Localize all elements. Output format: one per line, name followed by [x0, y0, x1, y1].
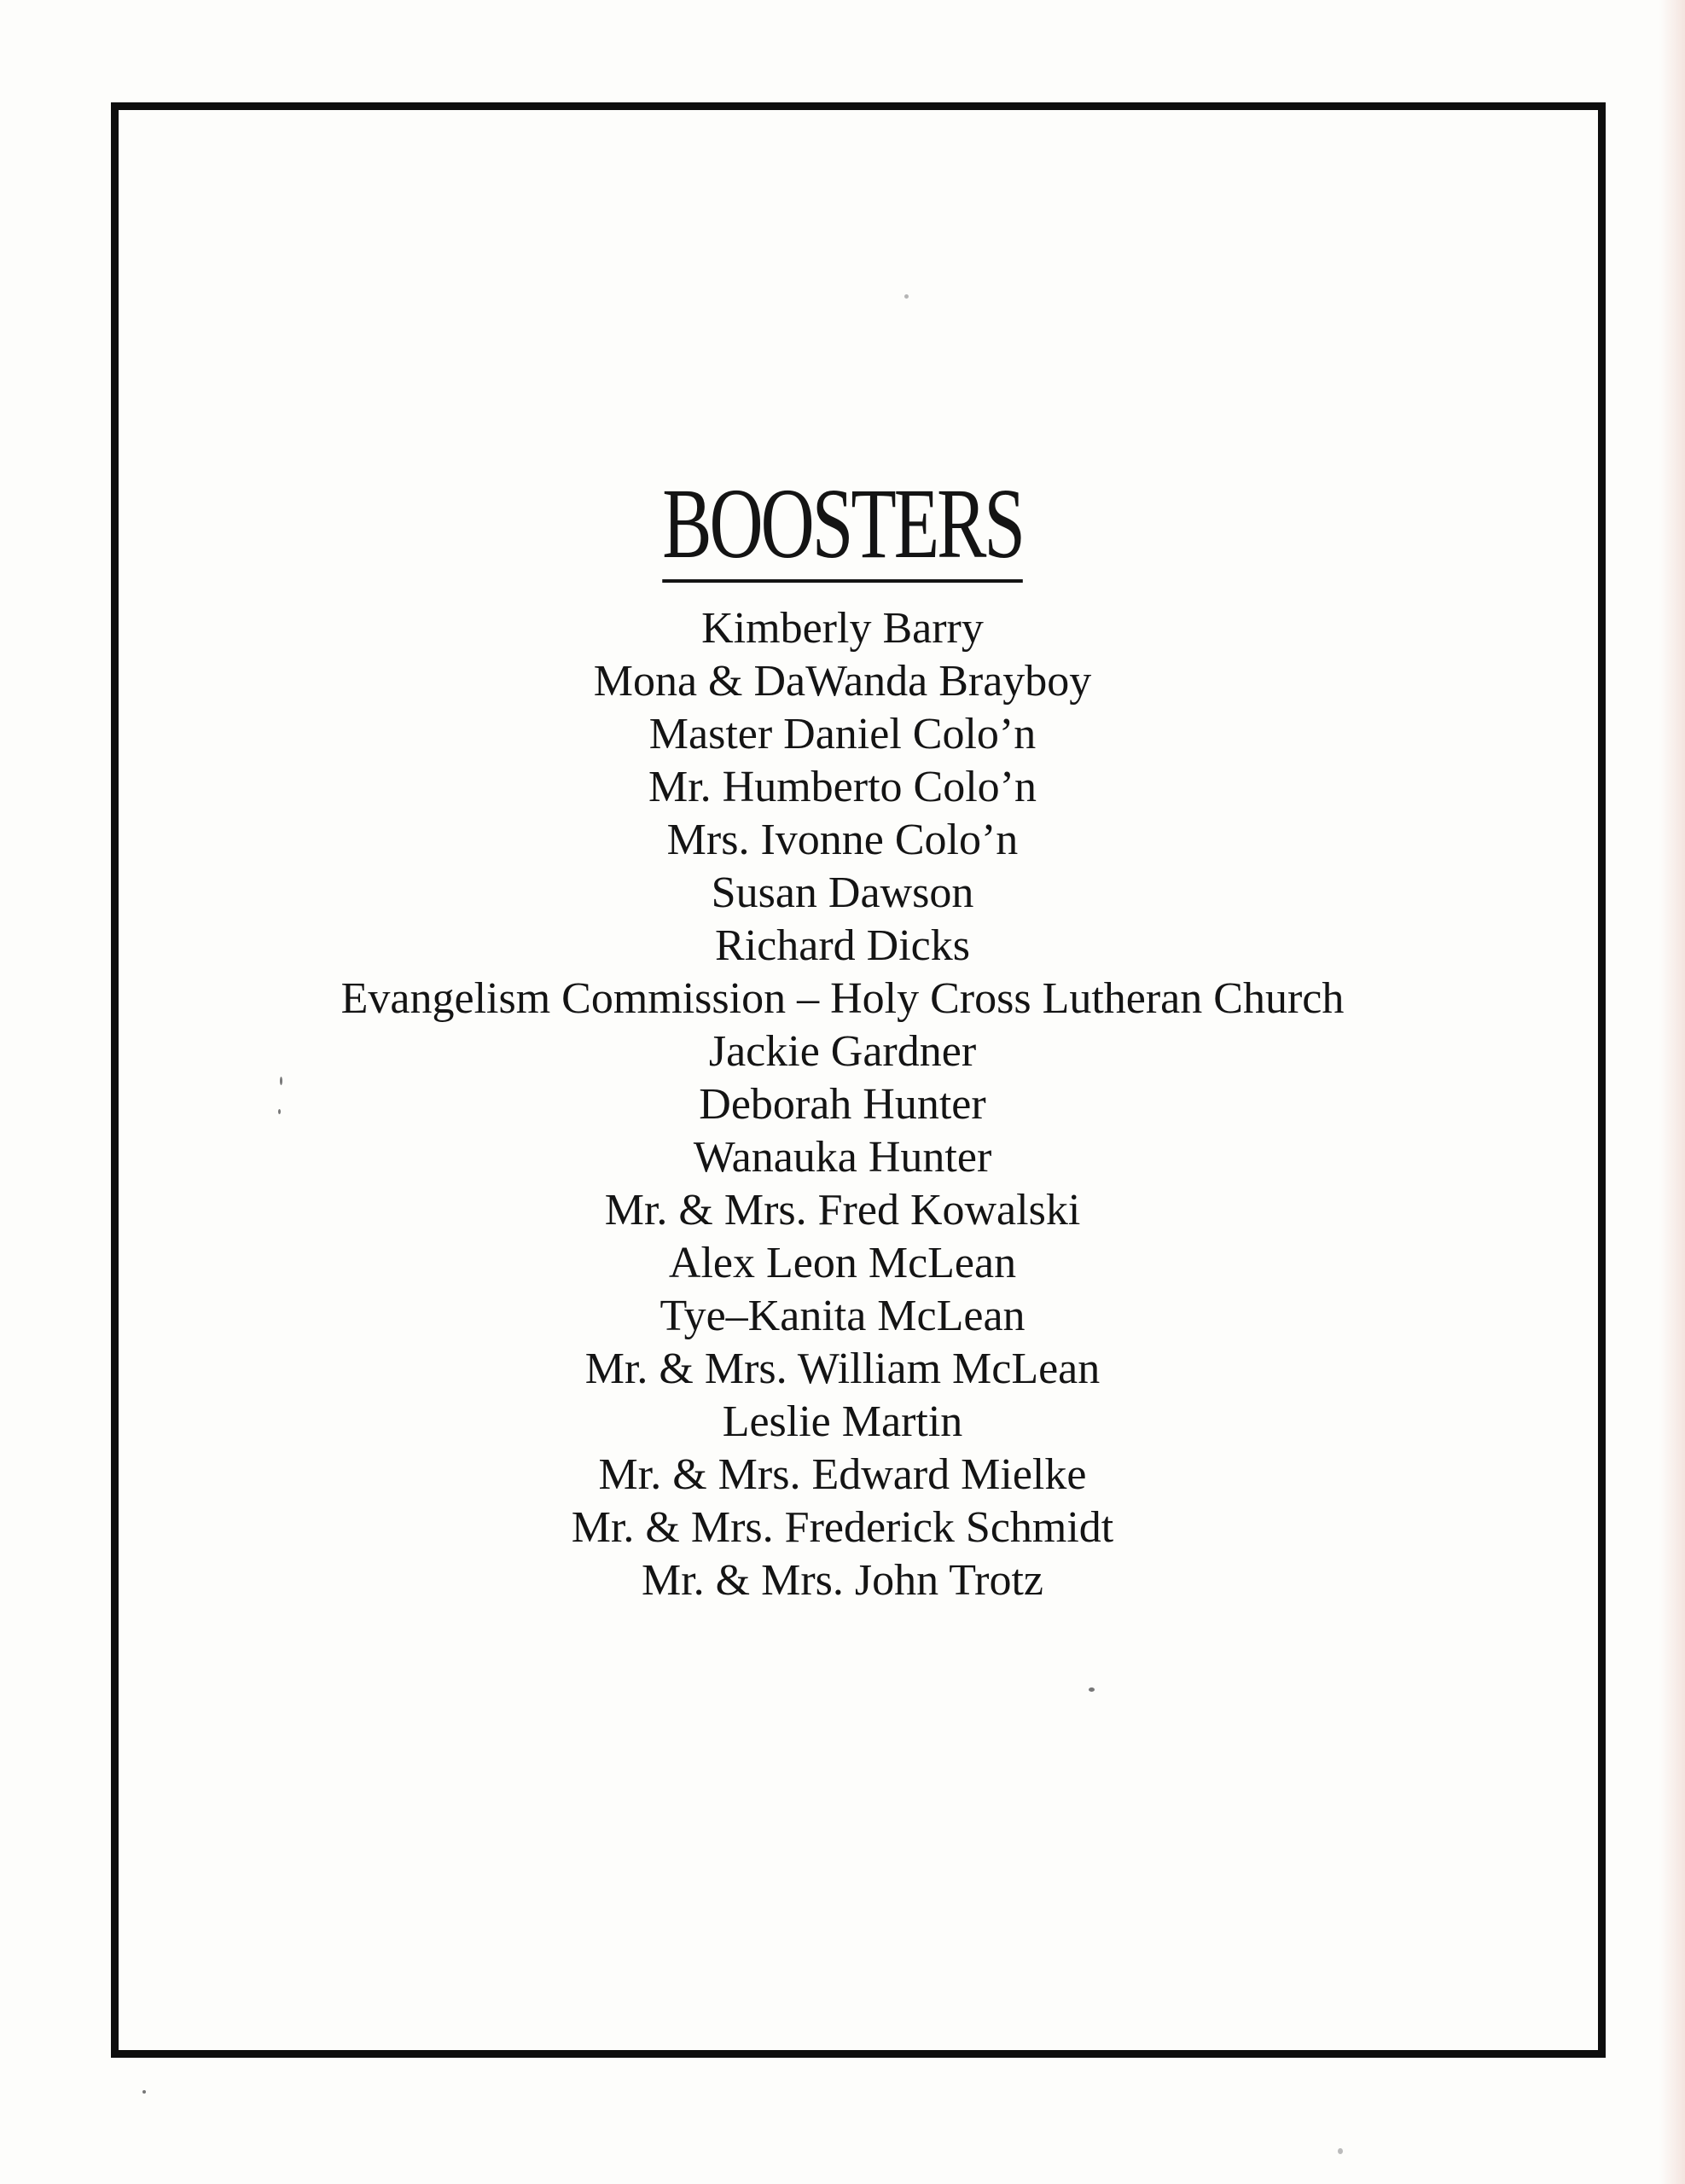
scan-speck [1338, 2148, 1343, 2154]
list-item: Mrs. Ivonne Colo’n [666, 816, 1019, 864]
list-item: Master Daniel Colo’n [648, 710, 1037, 758]
scan-speck [142, 2090, 146, 2094]
list-item: Tye–Kanita McLean [659, 1292, 1026, 1340]
list-item: Evangelism Commission – Holy Cross Lutheran Church [340, 974, 1345, 1023]
heading-wrapper [0, 468, 1685, 583]
list-item: Susan Dawson [711, 868, 974, 917]
list-item: Mr. & Mrs. William McLean [584, 1345, 1101, 1393]
page-title: BOOSTERS [662, 473, 1023, 583]
scan-speck [278, 1109, 281, 1114]
list-item: Mona & DaWanda Brayboy [593, 657, 1092, 706]
list-item: Wanauka Hunter [693, 1133, 992, 1182]
list-item: Kimberly Barry [701, 604, 984, 653]
list-item: Alex Leon McLean [668, 1239, 1017, 1287]
list-item: Leslie Martin [722, 1397, 963, 1446]
list-item: Deborah Hunter [699, 1080, 986, 1129]
list-item: Mr. & Mrs. Frederick Schmidt [571, 1503, 1114, 1552]
scan-speck [904, 294, 909, 299]
list-item: Richard Dicks [715, 921, 970, 970]
boosters-list [0, 602, 1685, 1607]
list-item: Jackie Gardner [708, 1027, 977, 1076]
scan-speck [1089, 1687, 1095, 1692]
scan-speck [280, 1077, 282, 1085]
list-item: Mr. & Mrs. Fred Kowalski [604, 1186, 1081, 1234]
list-item: Mr. & Mrs. Edward Mielke [598, 1450, 1087, 1499]
list-item: Mr. & Mrs. John Trotz [642, 1556, 1043, 1605]
list-item: Mr. Humberto Colo’n [648, 763, 1037, 811]
